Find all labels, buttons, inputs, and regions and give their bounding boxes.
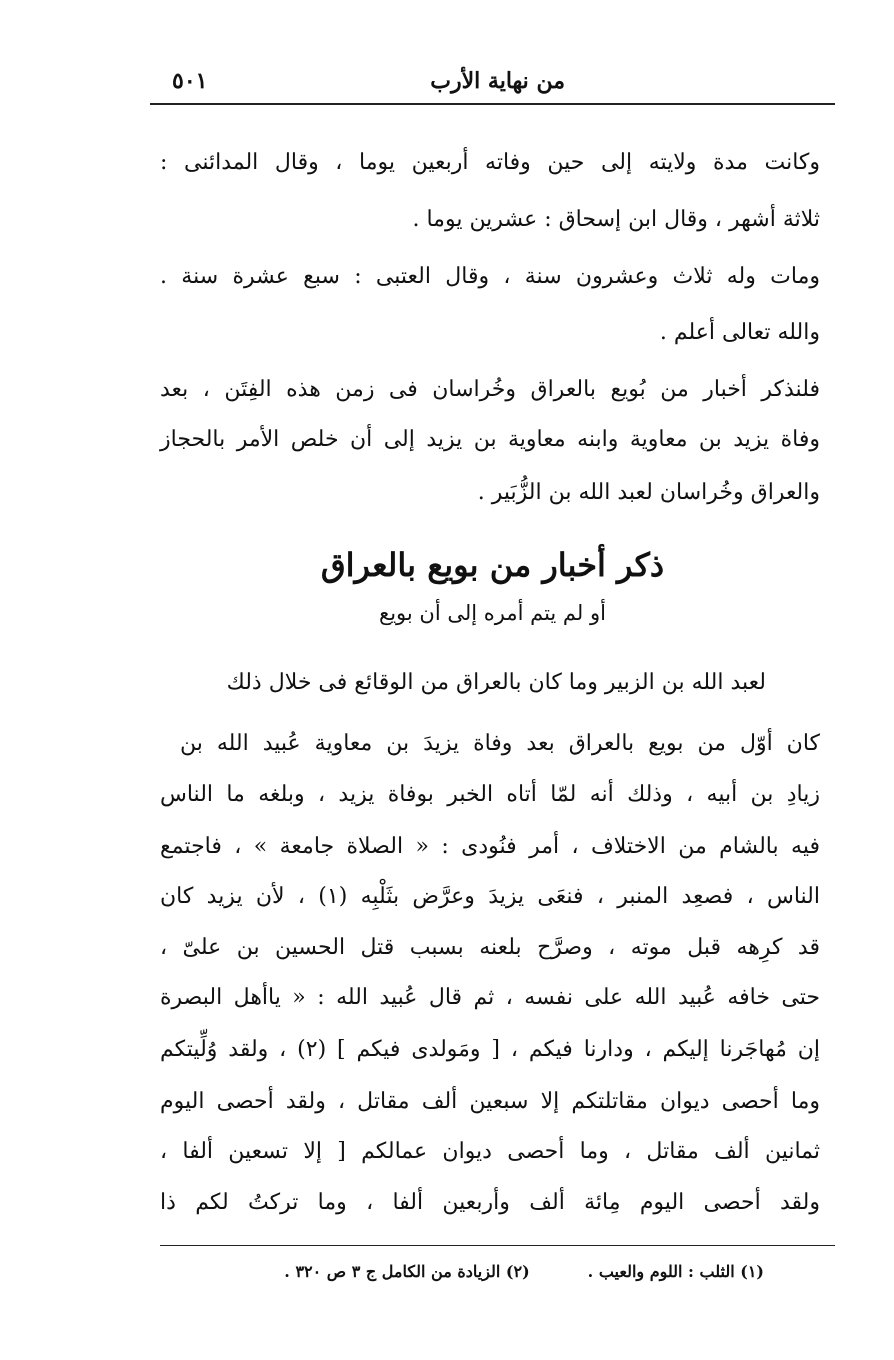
page-number: ٥٠١: [172, 68, 208, 94]
footnote-divider: [160, 1245, 835, 1246]
footnote-2: (٢) الزيادة من الكامل ج ٣ ص ٣٢٠ .: [284, 1262, 530, 1281]
body-line: كان أوّل من بويع بالعراق بعد وفاة يزيدَ بن معاوية عُبيد الله بن: [180, 731, 820, 756]
body-line: والله تعالى أعلم .: [659, 320, 820, 345]
body-line: وما أحصى ديوان مقاتلتكم إلا سبعين ألف مقاتل ، ولقد أحصى اليوم: [160, 1089, 820, 1114]
body-line: زيادِ بن أبيه ، وذلك أنه لمّا أتاه الخبر بوفاة يزيد ، وبلغه ما الناس: [160, 782, 820, 807]
footnote-1: (١) الثلب : اللوم والعيب .: [587, 1262, 764, 1281]
page-header: [150, 62, 835, 102]
body-line: فيه بالشام من الاختلاف ، أمر فنُودى : « الصلاة جامعة » ، فاجتمع: [160, 834, 820, 859]
section-subheading-continued: لعبد الله بن الزبير وما كان بالعراق من الوقائع فى خلال ذلك: [226, 670, 766, 695]
body-line: وفاة يزيد بن معاوية وابنه معاوية بن يزيد إلى أن خلص الأمر بالحجاز: [160, 427, 820, 452]
body-line: إن مُهاجَرنا إليكم ، ودارنا فيكم ، [ ومَولدى فيكم ] (٢) ، ولقد وُلِّيتكم: [160, 1037, 821, 1062]
body-line: ومات وله ثلاث وعشرون سنة ، وقال العتبى : سبع عشرة سنة .: [160, 264, 820, 289]
body-line: قد كرِهه قبل موته ، وصرَّح بلعنه بسبب قتل الحسين بن علىّ ،: [160, 935, 820, 960]
body-line: ثمانين ألف مقاتل ، وما أحصى ديوان عمالكم [ إلا تسعين ألفا ،: [160, 1139, 820, 1164]
running-title: من نهاية الأرب: [430, 68, 565, 94]
header-divider: [150, 103, 835, 105]
body-line: فلنذكر أخبار من بُويع بالعراق وخُراسان فى زمن هذه الفِتَن ، بعد: [160, 377, 820, 402]
section-subheading: أو لم يتم أمره إلى أن بويع: [379, 601, 606, 625]
footnotes: [226, 1262, 764, 1281]
body-line: ثلاثة أشهر ، وقال ابن إسحاق : عشرين يوما .: [412, 207, 820, 232]
body-line: والعراق وخُراسان لعبد الله بن الزُّبَير .: [477, 480, 820, 505]
section-heading: ذكر أخبار من بويع بالعراق: [320, 546, 665, 584]
body-line: حتى خافه عُبيد الله على نفسه ، ثم قال عُبيد الله : « ياأهل البصرة: [160, 985, 820, 1010]
body-line: ولقد أحصى اليوم مِائة ألف وأربعين ألفا ، وما تركتُ لكم ذا: [160, 1190, 820, 1215]
body-line: وكانت مدة ولايته إلى حين وفاته أربعين يوما ، وقال المدائنى :: [160, 150, 820, 175]
body-line: الناس ، فصعِد المنبر ، فنعَى يزيدَ وعرَّض بثَلْبِه (١) ، لأن يزيد كان: [160, 884, 820, 909]
